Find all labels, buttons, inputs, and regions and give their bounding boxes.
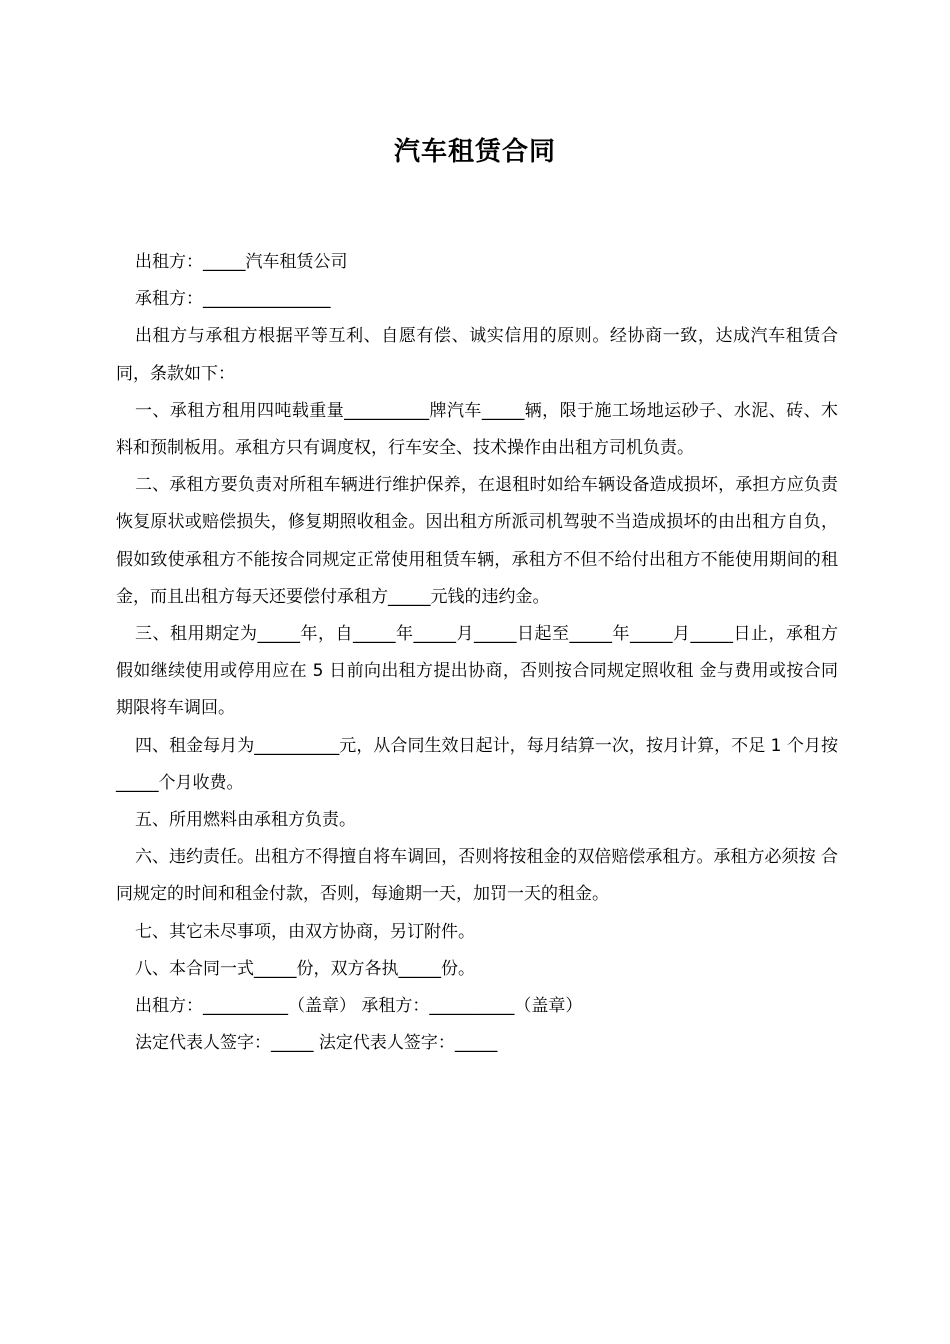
clause-3: 三、租用期定为_____年，自_____年_____月_____日起至_____年_____月_____日止，承租方假如继续使用或停用应在 5 日前向出租方提出协商，否则按合同规定照收租 金与费用或按合同期限将车调回。 [116,624,838,719]
clause-4: 四、租金每月为__________元，从合同生效日起计，每月结算一次，按月计算，不足 1 个月按_____个月收费。 [116,735,838,793]
clause-1: 一、承租方租用四吨载重量__________牌汽车_____辆，限于施工场地运砂子、水泥、砖、木料和预制板用。承租方只有调度权，行车安全、技术操作由出租方司机负责。 [116,400,838,459]
clause-7: 七、其它未尽事项，由双方协商，另订附件。 [135,921,475,942]
clause-6: 六、违约责任。出租方不得擅自将车调回，否则将按租金的双倍赔偿承租方。承租方必须按 合同规定的时间和租金付款，否则，每逾期一天，加罚一天的租金。 [116,847,838,905]
preamble-paragraph: 出租方与承租方根据平等互利、自愿有偿、诚实信用的原则。经协商一致，达成汽车租赁合同，条款如下： [116,326,838,384]
clause-2: 二、承租方要负责对所租车辆进行维护保养，在退租时如给车辆设备造成损坏，承担方应负责恢复原状或赔偿损失，修复期照收租金。因出租方所派司机驾驶不当造成损坏的由出租方自负，假如致使承租方不能按合同规定正常使用租赁车辆，承租方不但不给付出租方不能使用期间的租金，而且出租方每天还要偿付承租方_____元钱的违约金。 [116,475,838,607]
signature-line: 法定代表人签字：_____ 法定代表人签字：_____ [135,1033,498,1054]
lessee-line: 承租方：_______________ [135,289,331,310]
lessor-line: 出租方：_____汽车租赁公司 [135,252,348,272]
contract-body [116,244,838,1062]
seal-line: 出租方：__________（盖章） 承租方：__________（盖章） [135,996,583,1017]
clause-8: 八、本合同一式_____份，双方各执_____份。 [135,958,475,979]
clause-5: 五、所用燃料由承租方负责。 [135,810,356,831]
document-title: 汽车租赁合同 [393,137,556,167]
